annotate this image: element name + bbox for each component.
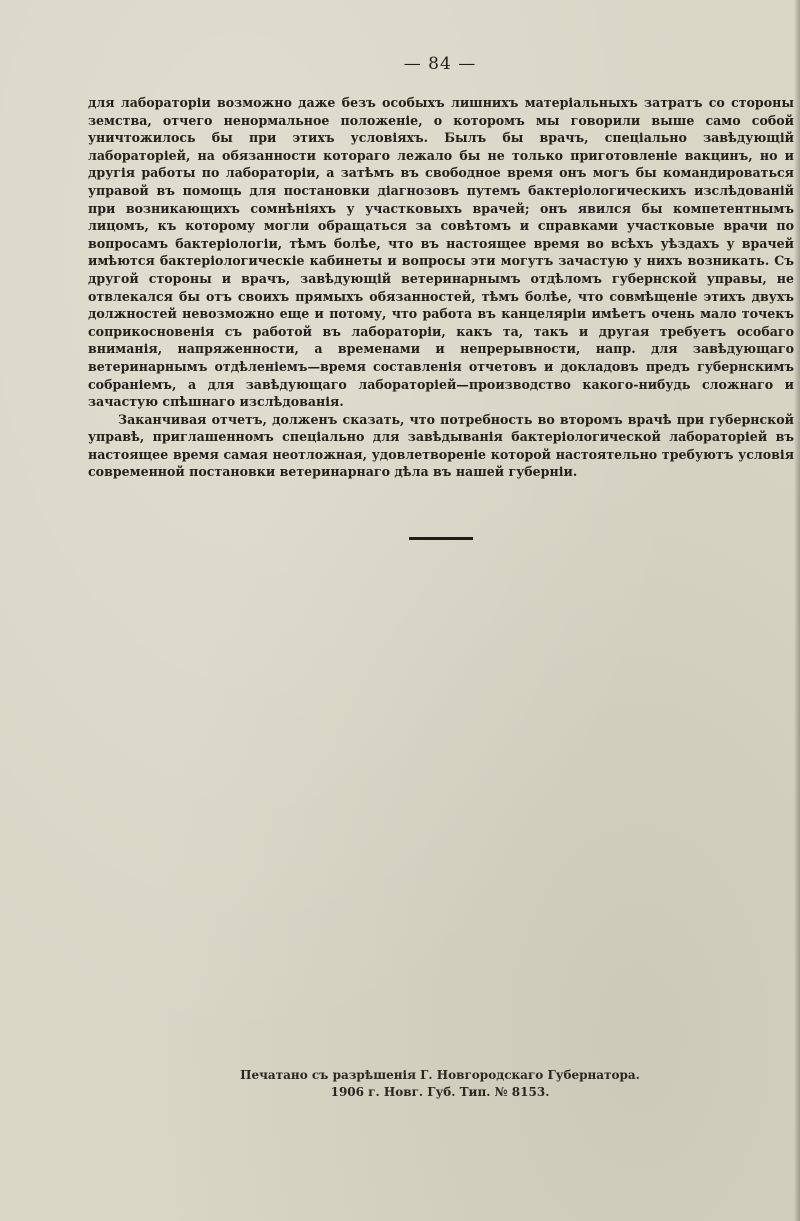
section-divider bbox=[409, 537, 473, 540]
paragraph-2: Заканчивая отчетъ, долженъ сказать, что потребность во второмъ врачѣ при губернской управѣ, приглашенномъ спеціально для завѣдыванія бактеріологической лабораторіей въ настоящее время самая неотложная, удовлетвореніе которой настоятельно требуютъ условія современной постановки ветеринарнаго дѣла въ нашей губерніи. bbox=[88, 411, 794, 480]
imprint-printer: 1906 г. Новг. Губ. Тип. № 8153. bbox=[330, 1085, 550, 1099]
page-number: — 84 — bbox=[403, 54, 477, 74]
paragraph-1: для лабораторіи возможно даже безъ особыхъ лишнихъ матеріальныхъ затратъ со стороны земства, отчего ненормальное положеніе, о которомъ мы говорили выше само собой уничтожилось бы при этихъ условіяхъ. Былъ бы врачъ, спеціально завѣдующій лабораторіей, на обязанности котораго лежало бы не только приготовленіе вакцинъ, но и другія работы по лабораторіи, а затѣмъ въ свободное время онъ могъ бы командироваться управой въ помощь для постановки діагнозовъ путемъ бактеріологическихъ изслѣдованій при возникающихъ сомнѣніяхъ у участковыхъ врачей; онъ явился бы компетентнымъ лицомъ, къ которому могли обращаться за совѣтомъ и справками участковые врачи по вопросамъ бактеріологіи, тѣмъ болѣе, что въ настоящее время во всѣхъ уѣздахъ у врачей имѣются бактеріологическіе кабинеты и вопросы эти могутъ зачастую у нихъ возникать. Съ другой стороны и врачъ, завѣдующій ветеринарнымъ отдѣломъ губернской управы, не отвлекался бы отъ своихъ прямыхъ обязанностей, тѣмъ болѣе, что совмѣщеніе этихъ двухъ должностей невозможно еще и потому, что работа въ канцеляріи имѣетъ очень мало точекъ соприкосновенія съ работой въ лабораторіи, какъ та, такъ и другая требуетъ особаго вниманія, напряженности, а временами и непрерывности, напр. для завѣдующаго ветеринарнымъ отдѣленіемъ—время составленія отчетовъ и докладовъ предъ губернскимъ собраніемъ, а для завѣдующаго лабораторіей—производство какого-нибудь сложнаго и зачастую спѣшнаго изслѣдованія. bbox=[88, 95, 794, 410]
page-edge-shadow bbox=[794, 0, 800, 1221]
body-text bbox=[88, 94, 794, 481]
imprint-permission: Печатано съ разрѣшенія Г. Новгородскаго Губернатора. bbox=[240, 1068, 640, 1082]
